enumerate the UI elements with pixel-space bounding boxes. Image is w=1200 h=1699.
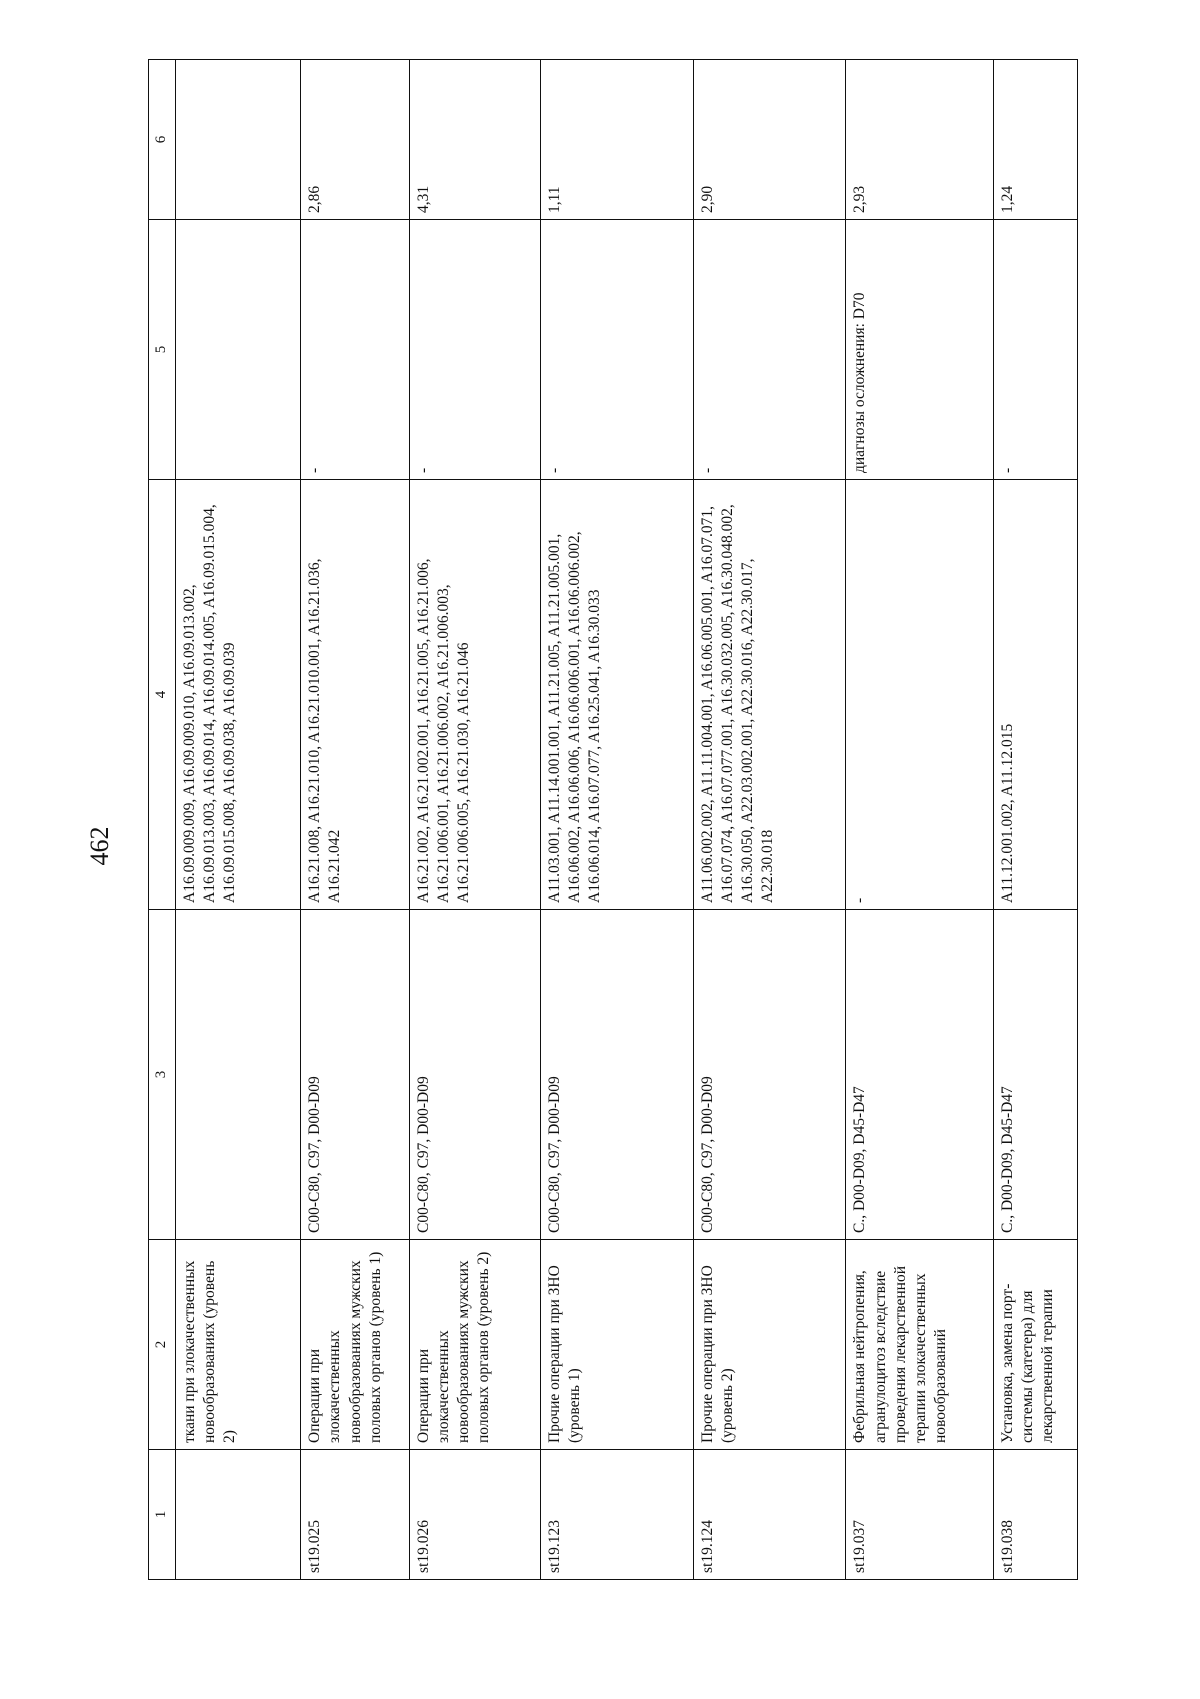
cell-code bbox=[176, 1450, 301, 1580]
cell-name: Фебрильная нейтропения, агранулоцитоз вследствие проведения лекарственной терапии злокачественных новообразований bbox=[846, 1240, 993, 1450]
tariff-table bbox=[148, 59, 1078, 1580]
cell-other-criteria bbox=[176, 220, 301, 480]
rotated-table-container bbox=[148, 60, 1078, 1580]
cell-name: Установка, замена порт-системы (катетера) для лекарственной терапии bbox=[993, 1240, 1077, 1450]
cell-code: st19.037 bbox=[846, 1450, 993, 1580]
table-row bbox=[846, 60, 993, 1580]
cell-diagnoses: C., D00-D09, D45-D47 bbox=[846, 910, 993, 1240]
cell-code: st19.026 bbox=[409, 1450, 540, 1580]
cell-other-criteria: диагнозы осложнения: D70 bbox=[846, 220, 993, 480]
cell-services: A16.09.009.009, A16.09.009.010, A16.09.013.002, A16.09.013.003, A16.09.014, A16.09.014.005, A16.09.015.004, A16.09.015.008, A16.09.038, A16.09.039 bbox=[176, 480, 301, 910]
cell-code: st19.123 bbox=[540, 1450, 693, 1580]
cell-diagnoses: C00-C80, C97, D00-D09 bbox=[693, 910, 846, 1240]
table-row bbox=[176, 60, 301, 1580]
column-header: 4 bbox=[149, 480, 176, 910]
table-row bbox=[409, 60, 540, 1580]
table-row bbox=[693, 60, 846, 1580]
table-header-row bbox=[149, 60, 176, 1580]
cell-coefficient: 4,31 bbox=[409, 60, 540, 220]
cell-other-criteria: - bbox=[409, 220, 540, 480]
cell-services: A11.06.002.002, A11.11.004.001, A16.06.005.001, A16.07.071, A16.07.074, A16.07.077.001, A16.30.032.005, A16.30.048.002, A16.30.050, A22.03.002.001, A22.30.016, A22.30.017, A22.30.018 bbox=[693, 480, 846, 910]
cell-services: - bbox=[846, 480, 993, 910]
cell-services: A16.21.002, A16.21.002.001, A16.21.005, A16.21.006, A16.21.006.001, A16.21.006.002, A16.21.006.003, A16.21.006.005, A16.21.030, A16.21.046 bbox=[409, 480, 540, 910]
cell-coefficient: 2,86 bbox=[301, 60, 410, 220]
table-row bbox=[301, 60, 410, 1580]
cell-name: Операции при злокачественных новообразованиях мужских половых органов (уровень 1) bbox=[301, 1240, 410, 1450]
cell-name: Прочие операции при ЗНО (уровень 1) bbox=[540, 1240, 693, 1450]
column-header: 6 bbox=[149, 60, 176, 220]
cell-coefficient: 2,90 bbox=[693, 60, 846, 220]
cell-other-criteria: - bbox=[693, 220, 846, 480]
cell-services: A11.12.001.002, A11.12.015 bbox=[993, 480, 1077, 910]
cell-services: A11.03.001, A11.14.001.001, A11.21.005, A11.21.005.001, A16.06.002, A16.06.006, A16.06.006.001, A16.06.006.002, A16.06.014, A16.07.077, A16.25.041, A16.30.033 bbox=[540, 480, 693, 910]
table-row bbox=[540, 60, 693, 1580]
page-number: 462 bbox=[85, 826, 114, 866]
column-header: 1 bbox=[149, 1450, 176, 1580]
cell-diagnoses: C00-C80, C97, D00-D09 bbox=[301, 910, 410, 1240]
cell-coefficient bbox=[176, 60, 301, 220]
cell-code: st19.025 bbox=[301, 1450, 410, 1580]
cell-diagnoses bbox=[176, 910, 301, 1240]
cell-code: st19.124 bbox=[693, 1450, 846, 1580]
column-header: 5 bbox=[149, 220, 176, 480]
cell-coefficient: 1,24 bbox=[993, 60, 1077, 220]
column-header: 2 bbox=[149, 1240, 176, 1450]
cell-other-criteria: - bbox=[993, 220, 1077, 480]
cell-diagnoses: C00-C80, C97, D00-D09 bbox=[409, 910, 540, 1240]
cell-diagnoses: C., D00-D09, D45-D47 bbox=[993, 910, 1077, 1240]
cell-coefficient: 1,11 bbox=[540, 60, 693, 220]
cell-other-criteria: - bbox=[540, 220, 693, 480]
cell-diagnoses: C00-C80, C97, D00-D09 bbox=[540, 910, 693, 1240]
column-header: 3 bbox=[149, 910, 176, 1240]
cell-code: st19.038 bbox=[993, 1450, 1077, 1580]
cell-name: Прочие операции при ЗНО (уровень 2) bbox=[693, 1240, 846, 1450]
cell-name: Операции при злокачественных новообразованиях мужских половых органов (уровень 2) bbox=[409, 1240, 540, 1450]
table-row bbox=[993, 60, 1077, 1580]
cell-coefficient: 2,93 bbox=[846, 60, 993, 220]
cell-services: A16.21.008, A16.21.010, A16.21.010.001, A16.21.036, A16.21.042 bbox=[301, 480, 410, 910]
cell-other-criteria: - bbox=[301, 220, 410, 480]
cell-name: ткани при злокачественных новообразованиях (уровень 2) bbox=[176, 1240, 301, 1450]
